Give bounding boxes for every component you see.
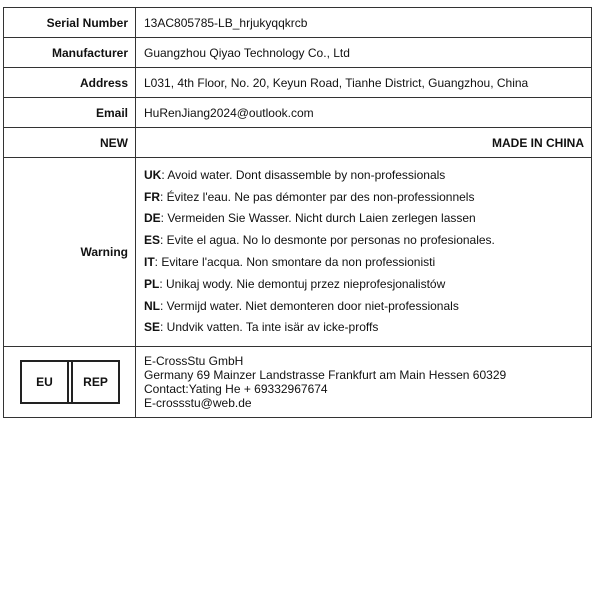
- warning-code: FR: [144, 189, 160, 204]
- serial-number-label: Serial Number: [4, 8, 136, 38]
- warning-text: : Avoid water. Dont disassemble by non-professionals: [161, 167, 446, 182]
- warning-cell: [136, 158, 592, 347]
- eu-rep-email: E-crossstu@web.de: [144, 396, 252, 410]
- warning-text: : Évitez l'eau. Ne pas démonter par des non-professionnels: [160, 189, 475, 204]
- email-row: [4, 98, 592, 128]
- eu-rep-symbol-eu: EU: [36, 375, 53, 389]
- warning-line-se: [144, 317, 591, 339]
- warning-code: ES: [144, 233, 161, 248]
- warning-line-es: [144, 230, 591, 252]
- warning-lines: [136, 165, 591, 339]
- made-in-china-value: MADE IN CHINA: [136, 128, 592, 158]
- manufacturer-row: [4, 38, 592, 68]
- address-label: Address: [4, 68, 136, 98]
- warning-line-de: [144, 208, 591, 230]
- warning-code: SE: [144, 320, 161, 335]
- new-row: [4, 128, 592, 158]
- warning-line-pl: [144, 274, 591, 296]
- warning-line-fr: [144, 187, 591, 209]
- eu-rep-symbol: [20, 360, 120, 404]
- warning-code: DE: [144, 211, 161, 226]
- eu-rep-symbol-divider: [67, 362, 69, 402]
- eu-rep-contact: [136, 354, 591, 410]
- warning-text: : Vermeiden Sie Wasser. Nicht durch Laien zerlegen lassen: [160, 211, 476, 226]
- warning-label: Warning: [4, 158, 136, 347]
- warning-code: NL: [144, 298, 160, 313]
- email-value: HuRenJiang2024@outlook.com: [136, 98, 592, 128]
- warning-line-it: [144, 252, 591, 274]
- warning-text: : Undvik vatten. Ta inte isär av icke-proffs: [160, 320, 379, 335]
- warning-code: IT: [144, 255, 155, 269]
- eu-rep-company: E-CrossStu GmbH: [144, 354, 244, 368]
- eu-rep-address: Germany 69 Mainzer Landstrasse Frankfurt am Main Hessen 60329: [144, 368, 507, 382]
- warning-text: : Vermijd water. Niet demonteren door niet-professionals: [160, 298, 459, 313]
- warning-line-nl: [144, 296, 591, 318]
- eu-rep-symbol-rep: REP: [83, 375, 108, 389]
- address-row: [4, 68, 592, 98]
- product-label-sheet: [3, 7, 591, 418]
- warning-row: [4, 158, 592, 347]
- warning-text: : Evite el agua. No lo desmonte por personas no profesionales.: [160, 233, 495, 248]
- product-info-table: [3, 7, 592, 418]
- eu-rep-contact-cell: [136, 347, 592, 418]
- email-label: Email: [4, 98, 136, 128]
- eu-rep-contact-person: Contact:Yating He + 69332967674: [144, 382, 328, 396]
- warning-code: PL: [144, 276, 160, 291]
- warning-code: UK: [144, 167, 162, 182]
- warning-text: : Evitare l'acqua. Non smontare da non professionisti: [154, 255, 436, 269]
- address-value: L031, 4th Floor, No. 20, Keyun Road, Tianhe District, Guangzhou, China: [136, 68, 592, 98]
- serial-number-value: 13AC805785-LB_hrjukyqqkrcb: [136, 8, 592, 38]
- manufacturer-label: Manufacturer: [4, 38, 136, 68]
- manufacturer-value: Guangzhou Qiyao Technology Co., Ltd: [136, 38, 592, 68]
- warning-text: : Unikaj wody. Nie demontuj przez nieprofesjonalistów: [159, 276, 446, 291]
- eu-rep-row: [4, 347, 592, 418]
- new-label: NEW: [4, 128, 136, 158]
- eu-rep-symbol-cell: [4, 347, 136, 418]
- warning-line-uk: [144, 165, 591, 187]
- serial-number-row: [4, 8, 592, 38]
